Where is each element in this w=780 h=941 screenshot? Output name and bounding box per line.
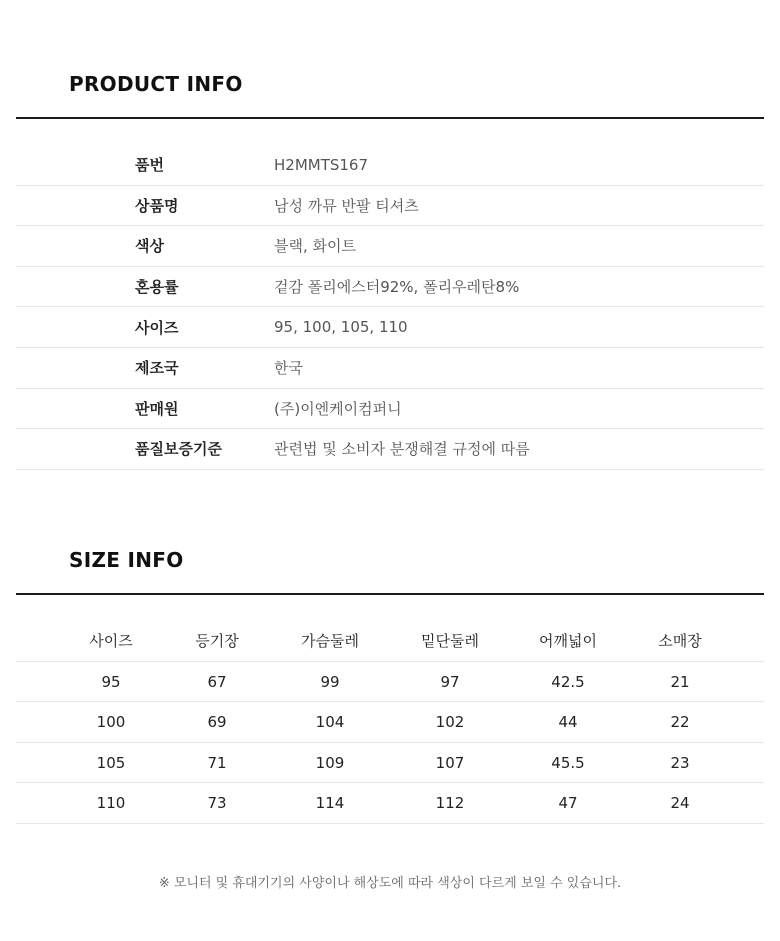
info-row-country [16,348,764,389]
size-cell: 114 [315,794,345,813]
info-value: (주)이엔케이컴퍼니 [274,399,402,418]
info-row-item-number [16,145,764,186]
size-cell: 47 [558,794,578,813]
table-row [16,783,764,824]
info-value: 한국 [274,359,303,378]
size-cell: 71 [207,753,227,772]
info-label: 색상 [135,237,164,256]
info-row-product-name [16,186,764,227]
info-row-size [16,307,764,348]
product-info-title: PRODUCT INFO [69,72,243,96]
size-header-cell: 사이즈 [89,632,133,650]
size-cell: 69 [207,713,227,732]
size-cell: 44 [558,713,578,732]
display-notice: ※ 모니터 및 휴대기기의 사양이나 해상도에 따라 색상이 다르게 보일 수 있습니다. [158,876,622,891]
size-cell: 42.5 [551,672,585,691]
info-label: 제조국 [135,359,179,378]
table-row [16,702,764,743]
info-label: 품번 [135,156,164,175]
info-value: 겉감 폴리에스터92%, 폴리우레탄8% [274,278,520,297]
size-cell: 110 [96,794,126,813]
info-value: 관련법 및 소비자 분쟁해결 규정에 따름 [274,440,530,459]
info-value: H2MMTS167 [274,155,369,174]
info-value: 남성 까뮤 반팔 티셔츠 [274,196,419,215]
info-value: 블랙, 화이트 [274,237,356,256]
size-info-divider [16,593,764,595]
size-cell: 45.5 [551,753,585,772]
size-cell: 104 [315,713,345,732]
size-header-cell: 등기장 [195,632,239,650]
info-label: 품질보증기준 [135,440,222,459]
info-row-warranty [16,429,764,470]
size-info-title: SIZE INFO [69,548,184,572]
size-cell: 22 [670,713,690,732]
size-cell: 100 [96,713,126,732]
info-row-seller [16,389,764,430]
size-cell: 97 [440,672,460,691]
size-cell: 95 [101,672,121,691]
size-cell: 109 [315,753,345,772]
size-cell: 21 [670,672,690,691]
size-cell: 112 [435,794,465,813]
info-row-material [16,267,764,308]
size-cell: 24 [670,794,690,813]
info-label: 상품명 [135,196,179,215]
info-label: 사이즈 [135,318,179,337]
info-label: 혼용률 [135,278,179,297]
size-header-cell: 밑단둘레 [421,632,479,650]
size-cell: 67 [207,672,227,691]
table-row [16,743,764,784]
product-info-divider [16,117,764,119]
size-cell: 99 [320,672,340,691]
info-label: 판매원 [135,399,179,418]
size-info-table [16,621,764,824]
size-cell: 105 [96,753,126,772]
size-cell: 23 [670,753,690,772]
info-value: 95, 100, 105, 110 [274,318,408,337]
size-header-cell: 소매장 [658,632,702,650]
product-info-table [16,145,764,470]
info-row-color [16,226,764,267]
size-table-header [16,621,764,662]
table-row [16,662,764,703]
size-cell: 73 [207,794,227,813]
size-header-cell: 어깨넓이 [539,632,597,650]
size-cell: 102 [435,713,465,732]
size-header-cell: 가슴둘레 [301,632,359,650]
size-cell: 107 [435,753,465,772]
